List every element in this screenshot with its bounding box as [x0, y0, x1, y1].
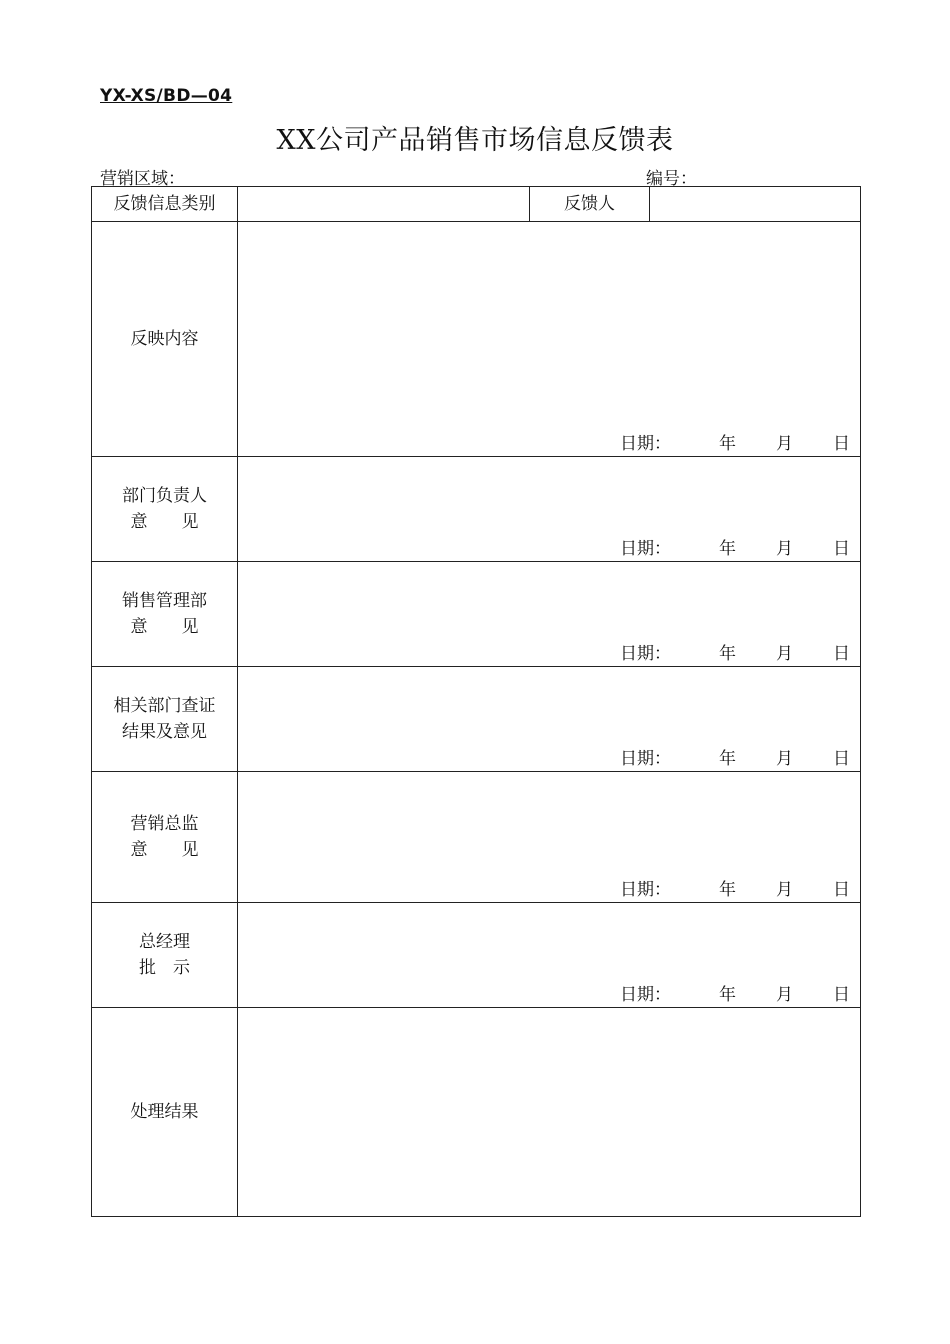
row-label-result	[92, 1008, 238, 1217]
row-label-content	[92, 222, 238, 457]
row-label-line: 反映内容	[130, 329, 199, 349]
row-label-verification	[92, 667, 238, 772]
year-label: 年	[719, 880, 736, 900]
row-label-line: 部门负责人	[122, 486, 207, 506]
day-label: 日	[833, 880, 850, 900]
row-label-line: 总经理	[139, 932, 190, 952]
general-manager-field[interactable]	[238, 903, 861, 1008]
date-label: 日期：	[620, 749, 671, 769]
row-label-line: 结果及意见	[122, 722, 207, 742]
day-label: 日	[833, 985, 850, 1005]
day-label: 日	[833, 644, 850, 664]
row-label-marketing-director	[92, 772, 238, 903]
row-label-line: 相关部门查证	[113, 696, 216, 716]
month-label: 月	[776, 644, 793, 664]
row-label-line: 营销总监	[130, 814, 199, 834]
category-label: 反馈信息类别	[92, 187, 238, 222]
date-label: 日期：	[620, 539, 671, 559]
feedback-form-table	[91, 186, 861, 1217]
year-label: 年	[719, 749, 736, 769]
result-field[interactable]	[238, 1008, 861, 1217]
date-line	[620, 980, 850, 1005]
form-title: XX公司产品销售市场信息反馈表	[276, 125, 674, 156]
dept-head-field[interactable]	[238, 457, 861, 562]
month-label: 月	[776, 985, 793, 1005]
date-line	[620, 639, 850, 664]
row-label-line: 意 见	[130, 512, 199, 532]
date-label: 日期：	[620, 880, 671, 900]
date-label: 日期：	[620, 644, 671, 664]
row-label-line: 意 见	[130, 617, 199, 637]
day-label: 日	[833, 539, 850, 559]
region-label: 营销区域：	[100, 169, 185, 189]
marketing-director-field[interactable]	[238, 772, 861, 903]
date-line	[620, 875, 850, 900]
row-label-general-manager	[92, 903, 238, 1008]
row-label-dept-head	[92, 457, 238, 562]
row-label-line: 批 示	[139, 958, 190, 978]
header-row	[92, 187, 861, 222]
sales-mgmt-row	[92, 562, 861, 667]
person-label: 反馈人	[530, 187, 650, 222]
dept-head-row	[92, 457, 861, 562]
month-label: 月	[776, 434, 793, 454]
verification-field[interactable]	[238, 667, 861, 772]
row-label-line: 意 见	[130, 840, 199, 860]
verification-row	[92, 667, 861, 772]
person-field[interactable]	[650, 187, 861, 222]
month-label: 月	[776, 539, 793, 559]
date-line	[620, 429, 850, 454]
year-label: 年	[719, 644, 736, 664]
date-line	[620, 744, 850, 769]
day-label: 日	[833, 749, 850, 769]
month-label: 月	[776, 749, 793, 769]
content-row	[92, 222, 861, 457]
row-label-line: 处理结果	[130, 1102, 199, 1122]
content-field[interactable]	[238, 222, 861, 457]
sales-mgmt-field[interactable]	[238, 562, 861, 667]
day-label: 日	[833, 434, 850, 454]
general-manager-row	[92, 903, 861, 1008]
year-label: 年	[719, 434, 736, 454]
row-label-line: 销售管理部	[122, 591, 207, 611]
date-line	[620, 534, 850, 559]
date-label: 日期：	[620, 434, 671, 454]
row-label-sales-mgmt	[92, 562, 238, 667]
year-label: 年	[719, 985, 736, 1005]
year-label: 年	[719, 539, 736, 559]
category-field[interactable]	[238, 187, 530, 222]
marketing-director-row	[92, 772, 861, 903]
document-code: YX-XS/BD—04	[100, 86, 233, 106]
number-label: 编号：	[646, 169, 697, 189]
month-label: 月	[776, 880, 793, 900]
date-label: 日期：	[620, 985, 671, 1005]
result-row	[92, 1008, 861, 1217]
